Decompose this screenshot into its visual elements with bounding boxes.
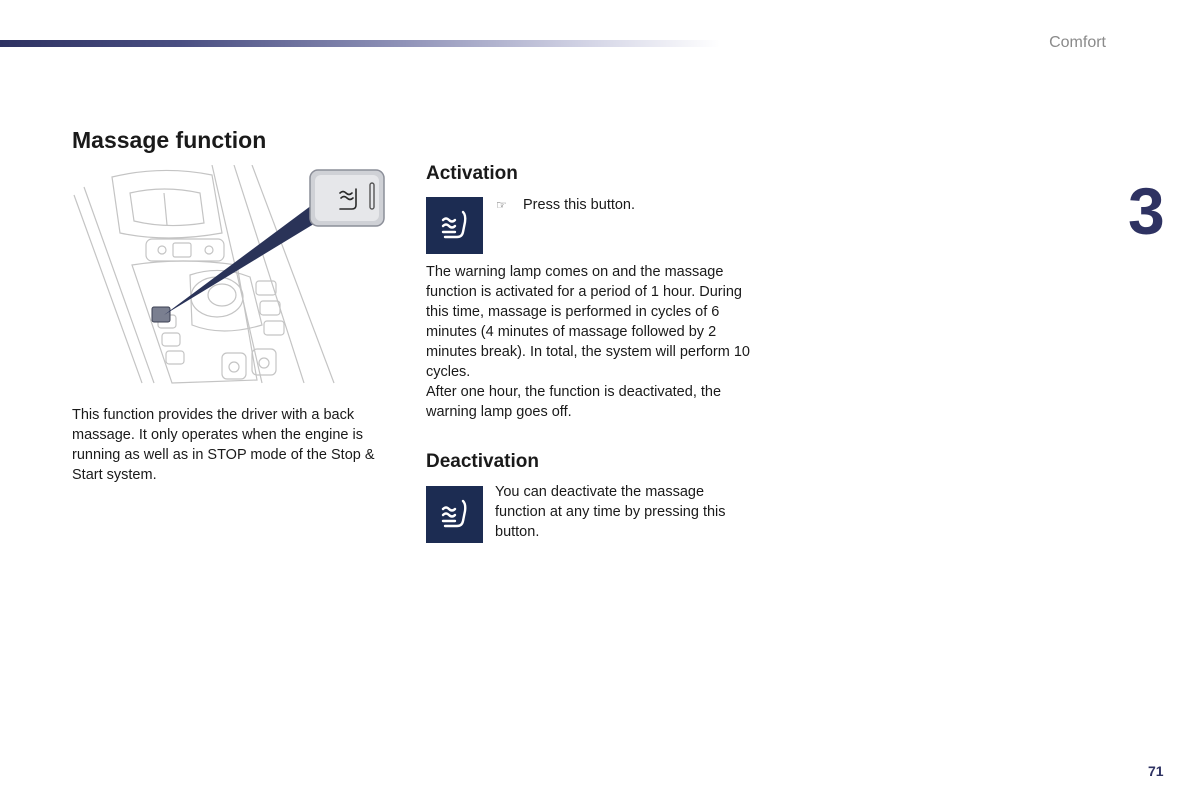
instruction-text: Press this button. [523, 197, 636, 213]
activation-paragraph-1: The warning lamp comes on and the massage function is activated for a period of 1 hour. During this time, massage is performed in cycles of 6 minutes (4 minutes of massage followed by 2 minutes break). In total, the system will perform 10 cycles. [426, 264, 750, 380]
page-number: 71 [1148, 763, 1164, 779]
seat-massage-icon [426, 486, 483, 543]
activation-paragraph-2: After one hour, the function is deactivated, the warning lamp goes off. [426, 384, 722, 420]
activation-heading: Activation [426, 163, 518, 184]
seat-massage-icon [426, 197, 483, 254]
centre-console-illustration [72, 165, 390, 385]
page-title: Massage function [72, 127, 267, 153]
activation-description [426, 262, 751, 422]
deactivation-description: You can deactivate the massage function at any time by pressing this button. [495, 484, 726, 540]
pointing-hand-icon: ☞ [496, 198, 507, 212]
chapter-number: 3 [1128, 174, 1165, 248]
header-gradient-bar [0, 40, 720, 47]
intro-paragraph: This function provides the driver with a back massage. It only operates when the engine is running as well as in STOP mode of the Stop & Start system. [72, 407, 375, 483]
deactivation-heading: Deactivation [426, 451, 539, 472]
activation-instruction [496, 195, 635, 215]
section-title: Comfort [1049, 34, 1106, 51]
